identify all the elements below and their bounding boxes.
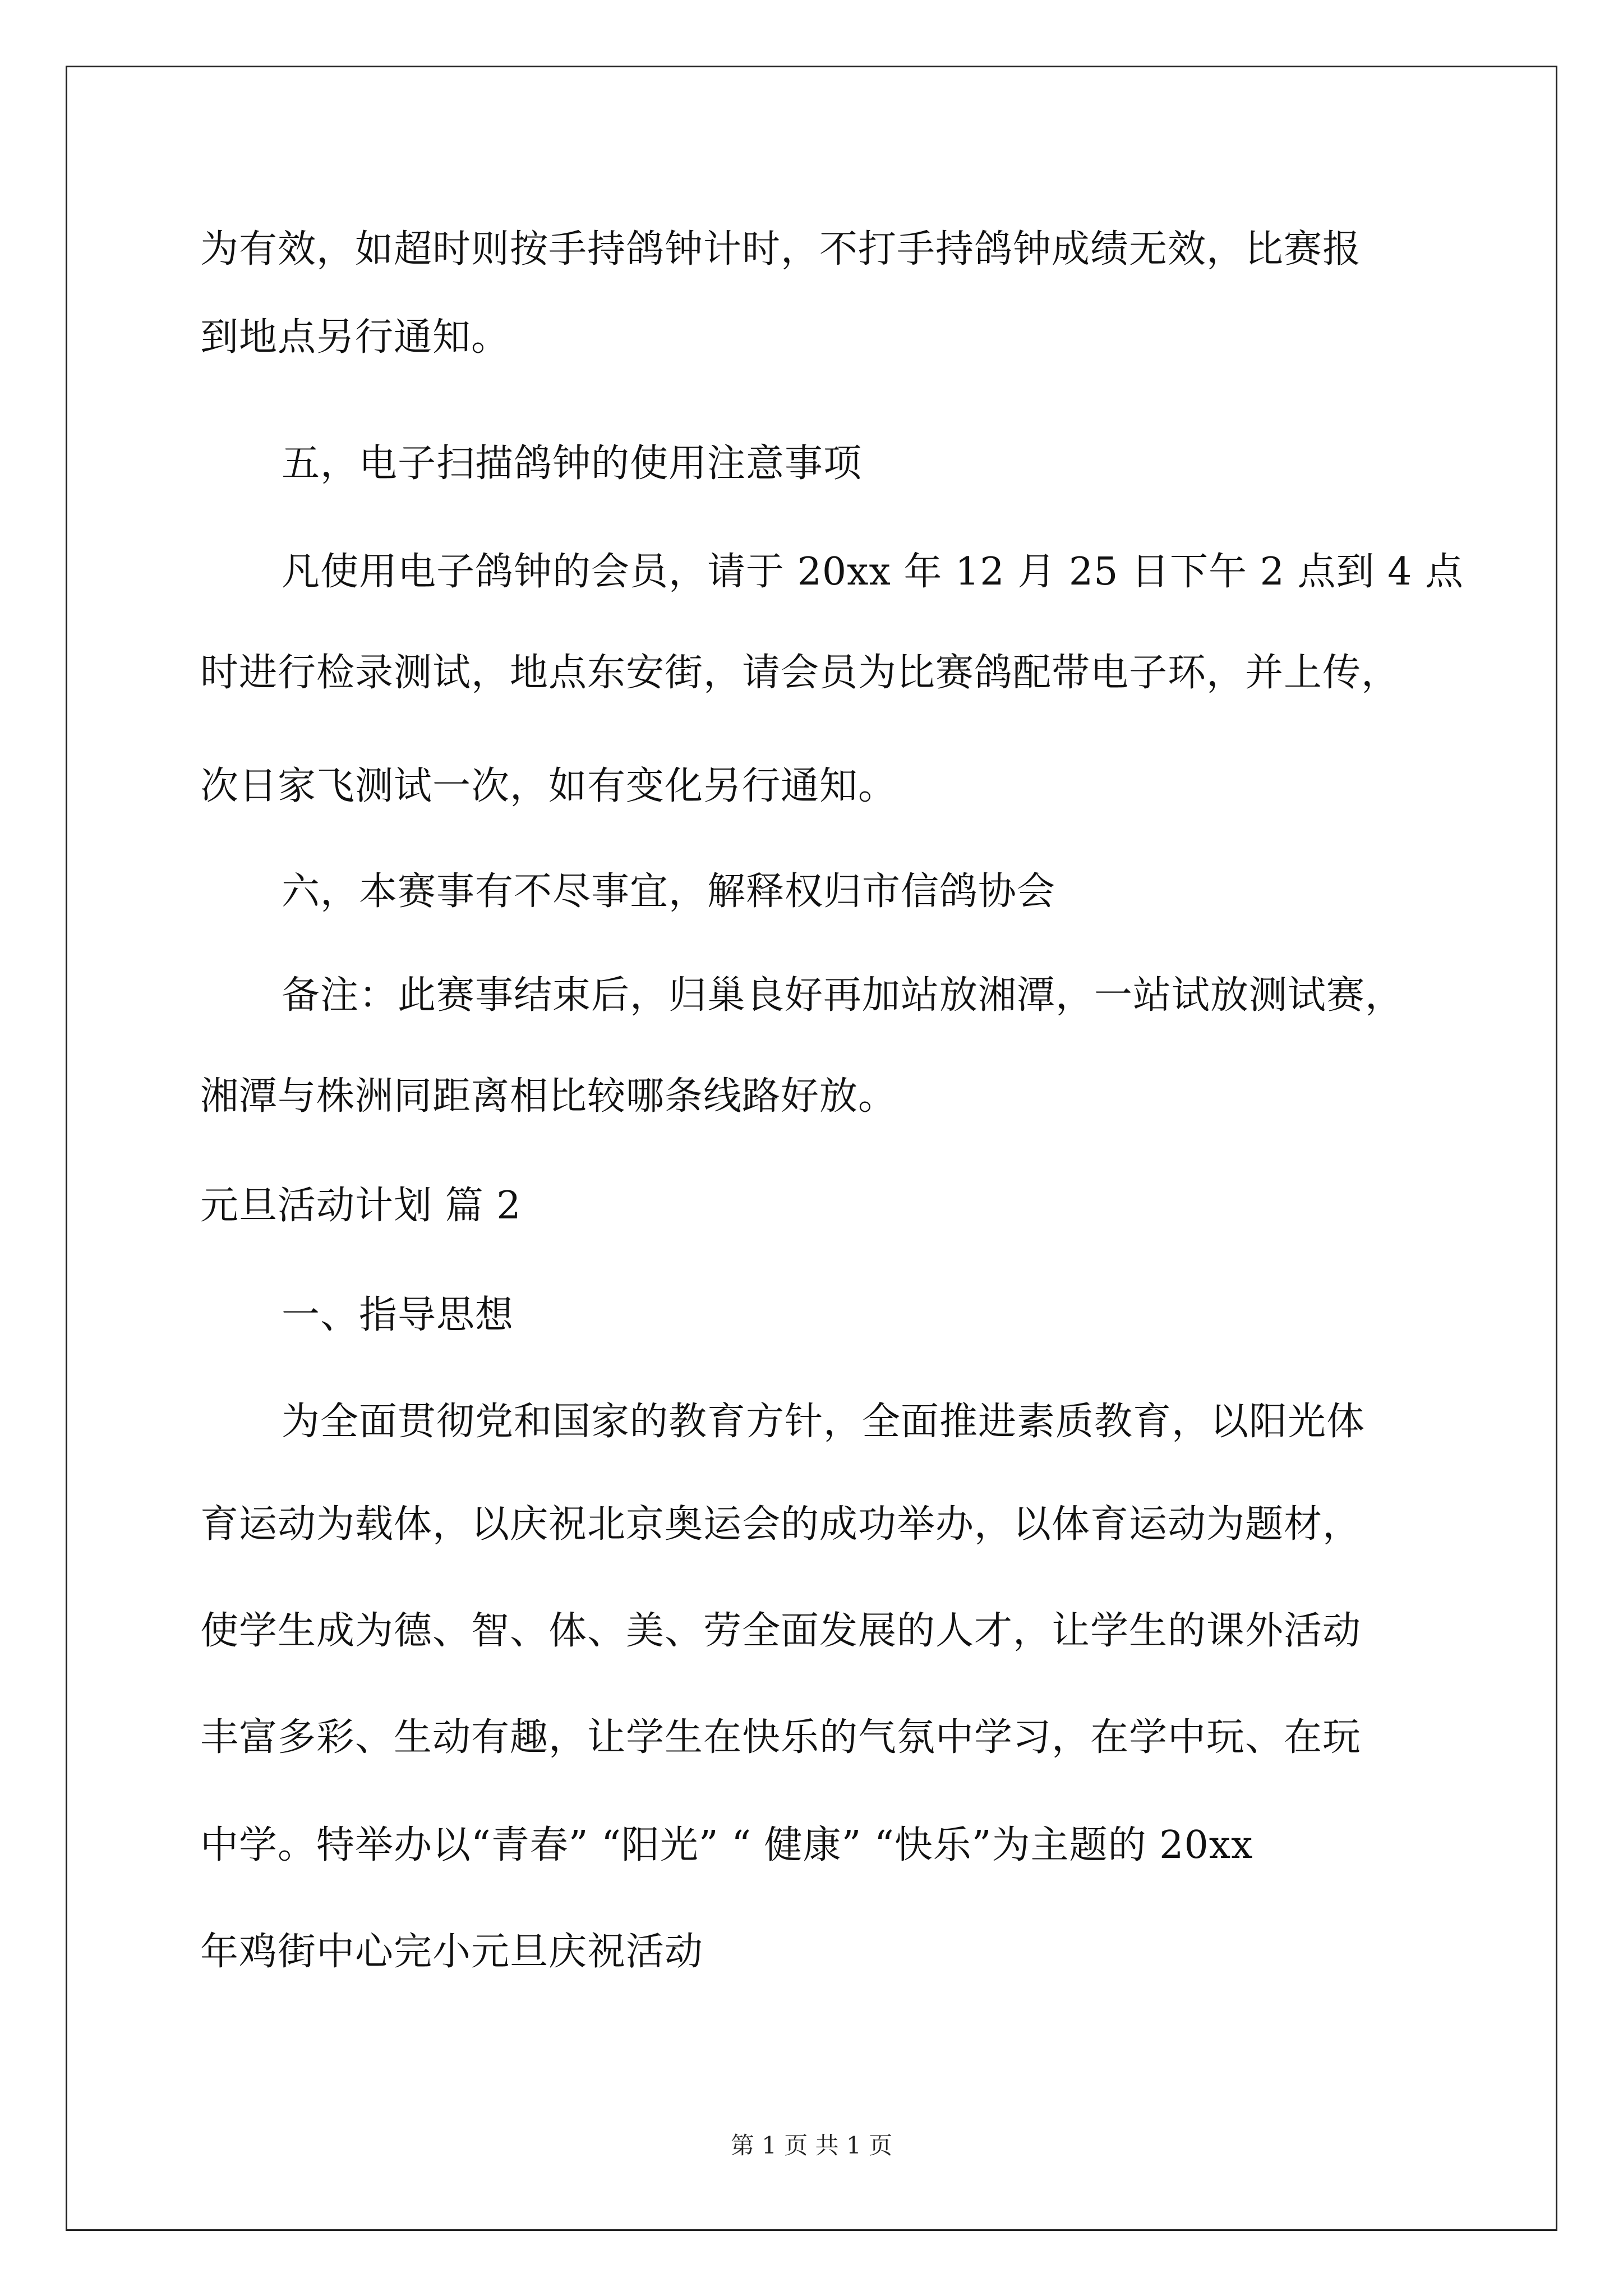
section-heading: 六，本赛事有不尽事宜，解释权归市信鸽协会	[282, 869, 1056, 914]
article-title: 元旦活动计划 篇 2	[200, 1184, 522, 1228]
body-line: 丰富多彩、生动有趣，让学生在快乐的气氛中学习，在学中玩、在玩	[200, 1715, 1362, 1760]
body-line: 凡使用电子鸽钟的会员，请于 20xx 年 12 月 25 日下午 2 点到 4 点	[282, 550, 1464, 594]
note-line: 备注：此赛事结束后，归巢良好再加站放湘潭，一站试放测试赛，	[282, 973, 1404, 1018]
body-line: 年鸡街中心完小元旦庆祝活动	[200, 1930, 704, 1974]
page-footer: 第 1 页 共 1 页	[730, 2132, 893, 2159]
body-line: 中学。特举办以“青春” “阳光” “ 健康” “快乐”为主题的 20xx	[200, 1823, 1253, 1867]
body-line: 为有效，如超时则按手持鸽钟计时，不打手持鸽钟成绩无效，比赛报	[200, 227, 1362, 272]
section-heading: 一、指导思想	[282, 1293, 514, 1337]
body-line: 到地点另行通知。	[200, 315, 510, 360]
body-line: 次日家飞测试一次，如有变化另行通知。	[200, 764, 897, 808]
body-line: 使学生成为德、智、体、美、劳全面发展的人才，让学生的课外活动	[200, 1609, 1362, 1653]
page-border	[66, 66, 1557, 2231]
note-line: 湘潭与株洲同距离相比较哪条线路好放。	[200, 1074, 897, 1119]
body-line: 育运动为载体，以庆祝北京奥运会的成功举办，以体育运动为题材，	[200, 1502, 1362, 1547]
body-line: 为全面贯彻党和国家的教育方针，全面推进素质教育，以阳光体	[282, 1400, 1366, 1444]
section-heading: 五，电子扫描鸽钟的使用注意事项	[282, 441, 863, 486]
body-line: 时进行检录测试，地点东安街，请会员为比赛鸽配带电子环，并上传，	[200, 651, 1400, 695]
